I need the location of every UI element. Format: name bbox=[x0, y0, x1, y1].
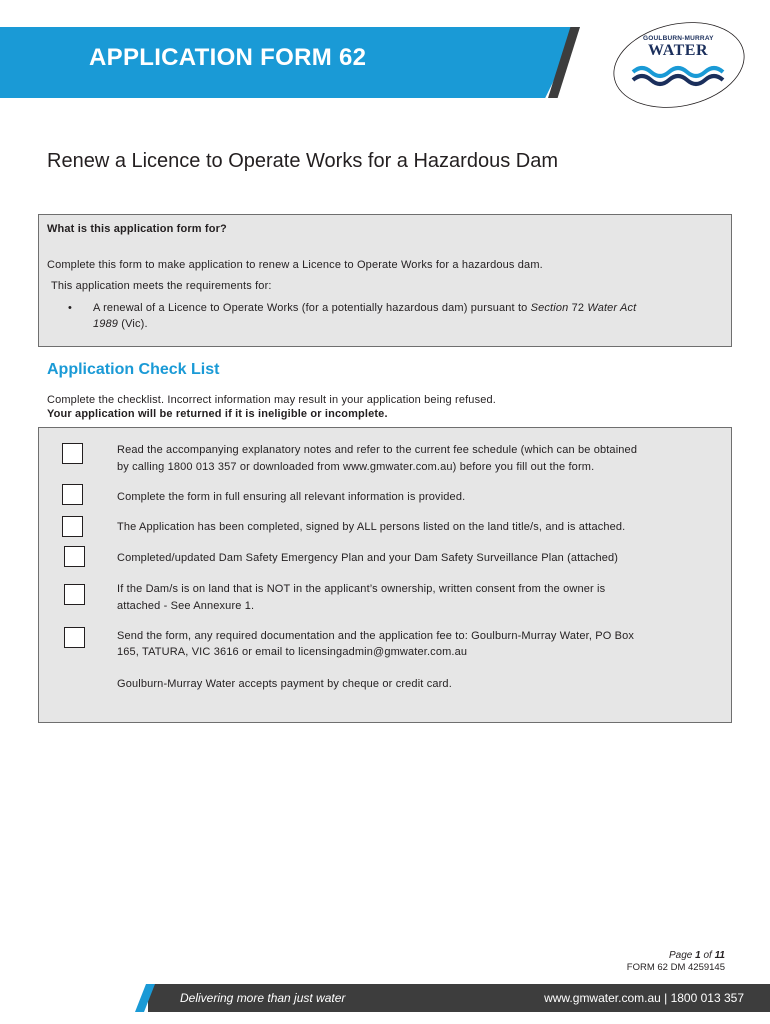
info-heading: What is this application form for? bbox=[47, 223, 227, 235]
bullet-line-1 bbox=[93, 302, 636, 314]
checklist-item-text: The Application has been completed, signed by ALL persons listed on the land title/s, and is attached. bbox=[117, 521, 626, 533]
checklist-item-text: 165, TATURA, VIC 3616 or email to licensingadmin@gmwater.com.au bbox=[117, 646, 468, 658]
checklist-item-text: Complete the form in full ensuring all relevant information is provided. bbox=[117, 491, 466, 503]
page-title: Renew a Licence to Operate Works for a Hazardous Dam bbox=[47, 150, 558, 172]
checkbox-form-complete[interactable] bbox=[62, 484, 83, 505]
bullet-section-number: 72 bbox=[568, 302, 588, 314]
checklist-item-text: Send the form, any required documentation and the application fee to: Goulburn-Murray Water, PO Box bbox=[117, 630, 635, 642]
form-title: APPLICATION FORM 62 bbox=[89, 44, 367, 71]
checklist-item-text: If the Dam/s is on land that is NOT in the applicant’s ownership, written consent from the owner is bbox=[117, 583, 606, 595]
bullet-jurisdiction: (Vic). bbox=[118, 318, 148, 330]
page-total: 11 bbox=[714, 950, 725, 961]
checkbox-send-form[interactable] bbox=[64, 627, 85, 648]
page-current: 1 bbox=[695, 950, 701, 961]
checklist-warning: Your application will be returned if it is ineligible or incomplete. bbox=[47, 408, 388, 420]
footer-tagline: Delivering more than just water bbox=[180, 991, 346, 1005]
info-requirements-lead: This application meets the requirements for: bbox=[51, 280, 272, 292]
checklist-item-text: by calling 1800 013 357 or downloaded from www.gmwater.com.au) before you fill out the form. bbox=[117, 461, 595, 473]
page-prefix: Page bbox=[669, 950, 696, 961]
bullet-line-2 bbox=[93, 318, 148, 330]
logo-text-water: WATER bbox=[648, 42, 708, 59]
checklist-heading: Application Check List bbox=[47, 361, 220, 378]
logo-text-small: GOULBURN-MURRAY bbox=[643, 35, 714, 42]
checkbox-owner-consent[interactable] bbox=[64, 584, 85, 605]
checklist-item-text: Read the accompanying explanatory notes and refer to the current fee schedule (which can be obtained bbox=[117, 444, 638, 456]
bullet-act-name: Water Act bbox=[587, 302, 637, 314]
checkbox-signed[interactable] bbox=[62, 516, 83, 537]
bullet-text: A renewal of a Licence to Operate Works (for a potentially hazardous dam) pursuant to bbox=[93, 302, 531, 314]
page-number bbox=[669, 950, 725, 961]
checklist-item-text: Completed/updated Dam Safety Emergency Plan and your Dam Safety Surveillance Plan (attached) bbox=[117, 552, 619, 564]
form-number: FORM 62 DM 4259145 bbox=[626, 962, 725, 973]
checklist-item-text: attached - See Annexure 1. bbox=[117, 600, 255, 612]
footer-contact: www.gmwater.com.au | 1800 013 357 bbox=[544, 991, 744, 1005]
bullet-marker: • bbox=[68, 302, 73, 314]
bullet-section: Section bbox=[530, 302, 569, 314]
checkbox-safety-plans[interactable] bbox=[64, 546, 85, 567]
page-of: of bbox=[700, 950, 715, 961]
checkbox-read-notes[interactable] bbox=[62, 443, 83, 464]
info-intro: Complete this form to make application to renew a Licence to Operate Works for a hazardous dam. bbox=[47, 259, 543, 271]
payment-note: Goulburn-Murray Water accepts payment by cheque or credit card. bbox=[117, 678, 452, 690]
bullet-act-year: 1989 bbox=[93, 318, 119, 330]
checklist-note: Complete the checklist. Incorrect information may result in your application being refused. bbox=[47, 394, 496, 406]
